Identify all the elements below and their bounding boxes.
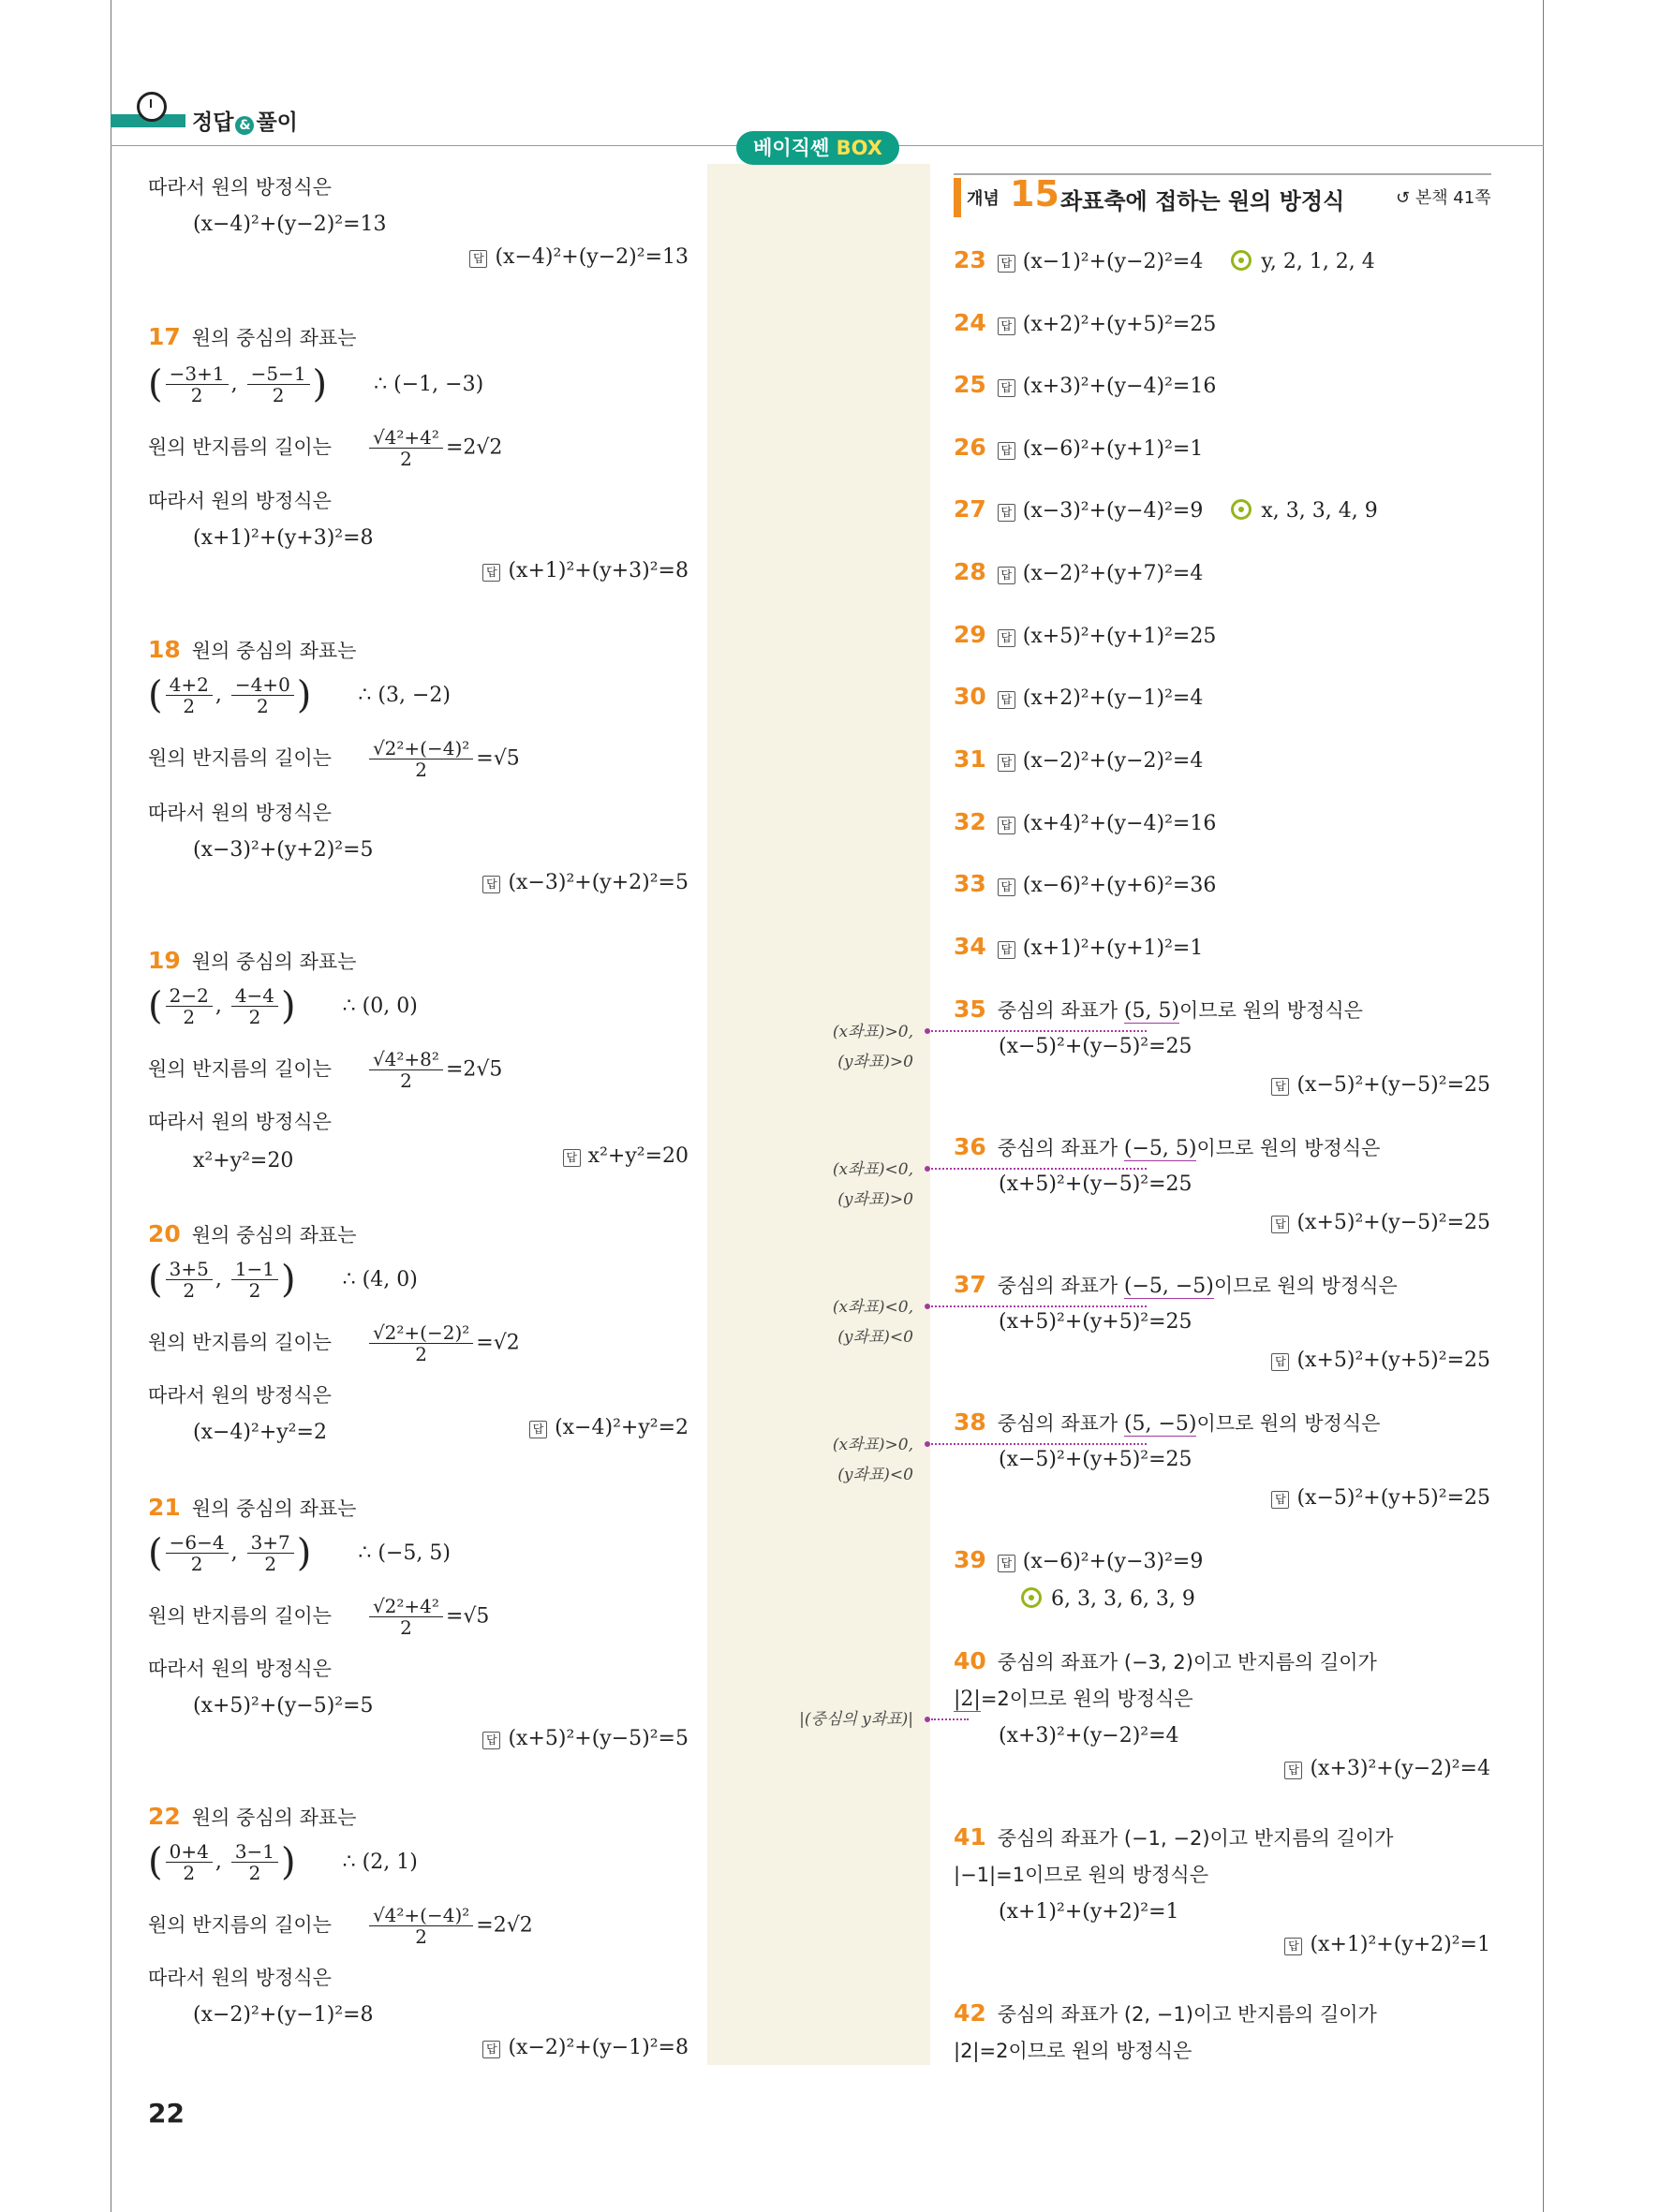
problem-number: 34 xyxy=(954,933,986,960)
frac-den: 2 xyxy=(248,1006,261,1028)
radius-value: =2√5 xyxy=(445,1057,503,1082)
problem-number: 27 xyxy=(954,495,986,523)
r31 xyxy=(954,741,1203,780)
blank-answers: 6, 3, 3, 6, 3, 9 xyxy=(1051,1587,1195,1611)
answer-text: (x−1)²+(y−2)²=4 xyxy=(1022,250,1204,273)
problem-number: 38 xyxy=(954,1408,986,1436)
answer-text: (x−2)²+(y−1)²=8 xyxy=(508,2036,689,2059)
section-title: 좌표축에 접하는 원의 방정식 xyxy=(1060,188,1345,214)
radius-label: 원의 반지름의 길이는 xyxy=(148,1057,332,1081)
section-ref-text: 본책 41쪽 xyxy=(1415,188,1491,208)
p19-eq: x²+y²=20 xyxy=(193,1149,294,1172)
answer-icon: 답 xyxy=(482,2041,500,2058)
p22-head xyxy=(148,1798,356,1837)
answer-text: (x−3)²+(y−4)²=9 xyxy=(1022,499,1204,523)
problem-number: 17 xyxy=(148,323,181,350)
section-accent xyxy=(954,178,961,217)
problem-text: 원의 중심의 좌표는 xyxy=(191,327,357,349)
frac-num: 1−1 xyxy=(231,1259,278,1280)
answer-text: (x−2)²+(y+7)²=4 xyxy=(1022,562,1204,585)
problem-text: 원의 중심의 좌표는 xyxy=(191,951,357,973)
p20-line4: 따라서 원의 방정식은 xyxy=(148,1384,332,1407)
problem-number: 32 xyxy=(954,808,986,835)
frac-num: 3+5 xyxy=(166,1259,213,1280)
answer-text: (x+3)²+(y−4)²=16 xyxy=(1022,375,1217,398)
problem-number: 21 xyxy=(148,1494,181,1521)
p18-answer xyxy=(482,871,689,894)
p20-eq: (x−4)²+y²=2 xyxy=(193,1421,327,1444)
problem-number: 40 xyxy=(954,1647,986,1674)
answer-icon: 답 xyxy=(998,379,1015,397)
problem-text: 원의 중심의 좌표는 xyxy=(191,1806,357,1829)
answer-icon: 답 xyxy=(998,504,1015,522)
problem-text: 중심의 좌표가 (−1, −2)이고 반지름의 길이가 xyxy=(997,1827,1394,1850)
answer-icon: 답 xyxy=(998,629,1015,647)
frac-den: 2 xyxy=(183,695,196,717)
answer-icon: 답 xyxy=(1271,1491,1289,1509)
note-line2: (y좌표)<0 xyxy=(837,1328,913,1347)
frac-den: 2 xyxy=(190,1553,203,1575)
answer-text: (x−2)²+(y−2)²=4 xyxy=(1022,749,1204,773)
section-number: 15 xyxy=(1010,173,1059,214)
problem-text: 중심의 좌표가 (−3, 2)이고 반지름의 길이가 xyxy=(997,1651,1377,1674)
r35-head xyxy=(954,991,1363,1030)
p18-line4: 따라서 원의 방정식은 xyxy=(148,802,332,824)
r38-eq: (x−5)²+(y+5)²=25 xyxy=(999,1448,1192,1471)
badge-text: 베이직쎈 xyxy=(753,137,830,159)
radius-label: 원의 반지름의 길이는 xyxy=(148,1331,332,1354)
r23 xyxy=(954,242,1375,281)
p17-center: ( $\frac{-3+1}{2}$ , $\frac{-5-1}{2}$ ) ∴ (−1, −3) xyxy=(148,362,484,406)
frac-num: √4²+4² xyxy=(369,427,443,449)
blank-answers: x, 3, 3, 4, 9 xyxy=(1261,499,1378,523)
frac-den: 2 xyxy=(248,1862,261,1884)
p19-radius xyxy=(148,1049,502,1091)
problem-number: 24 xyxy=(954,309,986,336)
r42-line2: |2|=2이므로 원의 방정식은 xyxy=(954,2040,1192,2062)
blank-answers: y, 2, 1, 2, 4 xyxy=(1261,250,1375,273)
answer-icon: 답 xyxy=(998,691,1015,709)
answer-text: (x+5)²+(y−5)²=25 xyxy=(1296,1211,1490,1234)
answer-icon: 답 xyxy=(1284,1938,1302,1955)
frac-den: 2 xyxy=(400,1616,412,1639)
radius-value: =√5 xyxy=(445,1604,490,1629)
conclusion: ∴ (−1, −3) xyxy=(374,372,484,396)
answer-text: (x+2)²+(y+5)²=25 xyxy=(1022,313,1217,336)
note-line1: (x좌표)>0, xyxy=(832,1436,913,1454)
problem-text: 중심의 좌표가 xyxy=(997,999,1124,1022)
note-line2: (y좌표)<0 xyxy=(837,1466,913,1484)
note-37-dot xyxy=(925,1304,930,1309)
r37-answer xyxy=(1271,1349,1490,1372)
p21-eq: (x+5)²+(y−5)²=5 xyxy=(193,1694,374,1718)
frac-den: 2 xyxy=(264,1553,277,1575)
note-38-dot xyxy=(925,1441,930,1447)
radius-value: =2√2 xyxy=(476,1913,533,1938)
center-point: (−5, −5) xyxy=(1123,1275,1214,1298)
radius-value: =2√2 xyxy=(445,435,503,460)
p19-center: ( $\frac{2-2}{2}$ , $\frac{4-4}{2}$ ) ∴ (0, 0) xyxy=(148,984,418,1028)
answer-text: (x+3)²+(y−2)²=4 xyxy=(1310,1757,1490,1780)
answer-icon: 답 xyxy=(998,754,1015,772)
problem-number: 23 xyxy=(954,246,986,273)
problem-text: 원의 중심의 좌표는 xyxy=(191,1224,357,1246)
p19-line4: 따라서 원의 방정식은 xyxy=(148,1111,332,1133)
problem-text-2: =2이므로 원의 방정식은 xyxy=(980,1688,1193,1710)
note-line2: (y좌표)>0 xyxy=(837,1190,913,1209)
p20-center: ( $\frac{3+5}{2}$ , $\frac{1-1}{2}$ ) ∴ (4, 0) xyxy=(148,1258,418,1302)
problem-text: 중심의 좌표가 xyxy=(997,1412,1124,1435)
frac-den: 2 xyxy=(183,1006,196,1028)
r32 xyxy=(954,804,1216,843)
answer-icon: 답 xyxy=(998,941,1015,959)
answer-icon: 답 xyxy=(563,1149,581,1167)
abs-value: |2| xyxy=(954,1688,981,1711)
section-label: 개념 xyxy=(967,189,1000,209)
p18-eq: (x−3)²+(y+2)²=5 xyxy=(193,838,374,862)
r35-answer xyxy=(1271,1073,1490,1097)
radius-label: 원의 반지름의 길이는 xyxy=(148,746,332,770)
frac-den: 2 xyxy=(415,1925,427,1948)
p21-center: ( $\frac{-6-4}{2}$ , $\frac{3+7}{2}$ ) ∴ (−5, 5) xyxy=(148,1531,451,1575)
r40-head xyxy=(954,1643,1377,1682)
problem-number: 30 xyxy=(954,683,986,710)
answer-icon: 답 xyxy=(482,1732,500,1749)
p20-head xyxy=(148,1216,356,1255)
r27 xyxy=(954,491,1378,530)
r36-head xyxy=(954,1128,1380,1168)
answer-icon: 답 xyxy=(998,317,1015,335)
target-icon xyxy=(1231,250,1252,271)
problem-text-2: 이므로 원의 방정식은 xyxy=(1196,1412,1381,1435)
answer-text: (x−6)²+(y−3)²=9 xyxy=(1022,1550,1204,1573)
note-line2: (y좌표)>0 xyxy=(837,1053,913,1071)
frac-den: 2 xyxy=(183,1862,196,1884)
r30 xyxy=(954,678,1203,717)
note-38-connector xyxy=(931,1443,1147,1445)
answer-icon: 답 xyxy=(1271,1078,1289,1096)
note-35-connector xyxy=(931,1030,1147,1032)
frac-num: √2²+(−4)² xyxy=(369,738,473,759)
r38-answer xyxy=(1271,1486,1490,1510)
r40-line2 xyxy=(954,1680,1193,1718)
p19-answer xyxy=(563,1144,689,1168)
header-amp: & xyxy=(235,116,254,135)
conclusion: ∴ (0, 0) xyxy=(342,994,418,1018)
problem-number: 18 xyxy=(148,636,181,663)
p17-radius xyxy=(148,427,502,469)
radius-label: 원의 반지름의 길이는 xyxy=(148,435,332,459)
note-36-dot xyxy=(925,1166,930,1172)
refresh-icon: ↺ xyxy=(1396,188,1415,208)
p19-head xyxy=(148,942,356,981)
answer-icon: 답 xyxy=(998,255,1015,273)
conclusion: ∴ (−5, 5) xyxy=(358,1541,451,1565)
p16-answer xyxy=(469,245,689,269)
answer-icon: 답 xyxy=(482,876,500,893)
answer-text: (x+4)²+(y−4)²=16 xyxy=(1022,812,1217,835)
note-36 xyxy=(698,1155,913,1215)
p17-line4: 따라서 원의 방정식은 xyxy=(148,490,332,512)
center-point: (−5, 5) xyxy=(1123,1137,1197,1160)
frac-den: 2 xyxy=(400,448,412,470)
r39-blanks xyxy=(993,1581,1195,1618)
answer-icon: 답 xyxy=(998,1555,1015,1572)
answer-text: x²+y²=20 xyxy=(587,1144,689,1168)
problem-number: 37 xyxy=(954,1271,986,1298)
answer-text: (x+5)²+(y+5)²=25 xyxy=(1296,1349,1490,1372)
p21-answer xyxy=(482,1727,689,1750)
answer-icon: 답 xyxy=(998,817,1015,834)
r41-head xyxy=(954,1819,1393,1858)
problem-text-2: 이므로 원의 방정식은 xyxy=(1196,1137,1381,1159)
r24 xyxy=(954,304,1216,344)
r41-eq: (x+1)²+(y+2)²=1 xyxy=(999,1900,1179,1924)
problem-text: 중심의 좌표가 (2, −1)이고 반지름의 길이가 xyxy=(997,2003,1377,2026)
note-35 xyxy=(698,1017,913,1077)
frac-num: 4−4 xyxy=(231,985,278,1007)
problem-number: 22 xyxy=(148,1803,181,1830)
answer-text: (x−3)²+(y+2)²=5 xyxy=(508,871,689,894)
problem-number: 19 xyxy=(148,947,181,974)
frac-num: √4²+8² xyxy=(369,1049,443,1070)
problem-number: 42 xyxy=(954,1999,986,2027)
p18-head xyxy=(148,631,356,671)
r36-eq: (x+5)²+(y−5)²=25 xyxy=(999,1172,1192,1196)
problem-number: 28 xyxy=(954,558,986,585)
p21-radius xyxy=(148,1596,489,1638)
answer-text: (x−4)²+(y−2)²=13 xyxy=(495,245,689,269)
answer-text: (x−6)²+(y+6)²=36 xyxy=(1022,874,1217,897)
radius-label: 원의 반지름의 길이는 xyxy=(148,1604,332,1628)
frac-den: 2 xyxy=(400,1069,412,1092)
frac-den: 2 xyxy=(415,1343,427,1365)
center-note-column xyxy=(707,164,930,2065)
r37-head xyxy=(954,1266,1398,1305)
clock-icon xyxy=(137,92,167,122)
section-ref xyxy=(1396,184,1491,209)
center-point: (5, 5) xyxy=(1123,999,1180,1023)
radius-label: 원의 반지름의 길이는 xyxy=(148,1913,332,1937)
frac-num: √2²+4² xyxy=(369,1596,443,1617)
p18-radius xyxy=(148,738,520,780)
frac-num: −3+1 xyxy=(166,363,229,385)
p17-eq: (x+1)²+(y+3)²=8 xyxy=(193,526,374,550)
r34 xyxy=(954,928,1203,967)
problem-number: 33 xyxy=(954,870,986,897)
p22-line4: 따라서 원의 방정식은 xyxy=(148,1967,332,1989)
frac-den: 2 xyxy=(256,695,269,717)
answer-text: (x−5)²+(y+5)²=25 xyxy=(1296,1486,1490,1510)
note-37 xyxy=(698,1292,913,1352)
p16-eq: (x−4)²+(y−2)²=13 xyxy=(193,213,387,236)
answer-text: (x+1)²+(y+3)²=8 xyxy=(508,559,689,582)
answer-icon: 답 xyxy=(1284,1762,1302,1779)
note-line1: (x좌표)<0, xyxy=(832,1298,913,1317)
r42-head xyxy=(954,1995,1377,2034)
answer-icon: 답 xyxy=(1271,1216,1289,1233)
r37-eq: (x+5)²+(y+5)²=25 xyxy=(999,1310,1192,1334)
r39 xyxy=(954,1541,1203,1581)
answer-text: (x−6)²+(y+1)²=1 xyxy=(1022,437,1204,461)
p17-answer xyxy=(482,559,689,582)
problem-number: 36 xyxy=(954,1133,986,1160)
p21-line4: 따라서 원의 방정식은 xyxy=(148,1658,332,1680)
note-40-dot xyxy=(925,1717,930,1722)
frac-den: 2 xyxy=(415,759,427,781)
answer-icon: 답 xyxy=(998,878,1015,896)
target-icon xyxy=(1231,499,1252,520)
frac-num: −4+0 xyxy=(231,674,294,696)
problem-number: 35 xyxy=(954,995,986,1023)
problem-number: 25 xyxy=(954,371,986,398)
r35-eq: (x−5)²+(y−5)²=25 xyxy=(999,1035,1192,1058)
answer-text: (x−4)²+y²=2 xyxy=(555,1416,689,1439)
answer-icon: 답 xyxy=(998,442,1015,460)
problem-text-2: 이므로 원의 방정식은 xyxy=(1179,999,1363,1022)
note-line1: (x좌표)<0, xyxy=(832,1160,913,1179)
note-36-connector xyxy=(931,1168,1147,1170)
p22-radius xyxy=(148,1905,533,1947)
page-number: 22 xyxy=(148,2098,185,2129)
r29 xyxy=(954,616,1216,656)
frac-num: √4²+(−4)² xyxy=(369,1905,473,1926)
r28 xyxy=(954,553,1203,593)
p16-line1: 따라서 원의 방정식은 xyxy=(148,176,332,199)
p20-radius xyxy=(148,1322,520,1364)
answer-icon: 답 xyxy=(1271,1353,1289,1371)
radius-value: =√5 xyxy=(476,746,520,771)
problem-number: 31 xyxy=(954,745,986,773)
r36-answer xyxy=(1271,1211,1490,1234)
conclusion: ∴ (4, 0) xyxy=(342,1267,418,1291)
answer-text: (x+5)²+(y+1)²=25 xyxy=(1022,625,1217,648)
frac-num: −6−4 xyxy=(166,1532,229,1554)
r41-line2: |−1|=1이므로 원의 방정식은 xyxy=(954,1864,1208,1886)
problem-text: 중심의 좌표가 xyxy=(997,1137,1124,1159)
answer-text: (x+1)²+(y+1)²=1 xyxy=(1022,936,1204,960)
problem-number: 20 xyxy=(148,1220,181,1247)
note-37-connector xyxy=(931,1305,1147,1307)
answer-icon: 답 xyxy=(482,564,500,582)
problem-text: 중심의 좌표가 xyxy=(997,1275,1124,1297)
r38-head xyxy=(954,1404,1380,1443)
problem-text: 원의 중심의 좌표는 xyxy=(191,1497,357,1520)
box-badge xyxy=(736,131,899,165)
page-header xyxy=(192,105,298,136)
problem-text: 원의 중심의 좌표는 xyxy=(191,640,357,662)
problem-number: 39 xyxy=(954,1546,986,1573)
answer-icon: 답 xyxy=(529,1421,547,1438)
p18-center: ( $\frac{4+2}{2}$ , $\frac{-4+0}{2}$ ) ∴ (3, −2) xyxy=(148,673,451,717)
r33 xyxy=(954,865,1216,905)
note-40 xyxy=(698,1704,913,1734)
frac-num: 0+4 xyxy=(166,1841,213,1863)
problem-number: 26 xyxy=(954,434,986,461)
note-line1: |(중심의 y좌표)| xyxy=(799,1710,913,1729)
problem-text-2: 이므로 원의 방정식은 xyxy=(1213,1275,1398,1297)
header-title-b: 풀이 xyxy=(256,111,298,135)
frac-den: 2 xyxy=(272,384,285,406)
r40-answer xyxy=(1284,1757,1490,1780)
frac-den: 2 xyxy=(248,1279,261,1302)
problem-number: 29 xyxy=(954,621,986,648)
frac-num: 3−1 xyxy=(231,1841,278,1863)
p22-eq: (x−2)²+(y−1)²=8 xyxy=(193,2003,374,2027)
r26 xyxy=(954,429,1203,468)
badge-box: BOX xyxy=(836,137,882,159)
answer-text: (x−5)²+(y−5)²=25 xyxy=(1296,1073,1490,1097)
conclusion: ∴ (3, −2) xyxy=(358,683,451,707)
p20-answer xyxy=(529,1416,689,1439)
header-title-a: 정답 xyxy=(192,111,234,135)
conclusion: ∴ (2, 1) xyxy=(342,1850,418,1874)
note-line1: (x좌표)>0, xyxy=(832,1023,913,1041)
radius-value: =√2 xyxy=(476,1331,520,1355)
frac-num: 2−2 xyxy=(166,985,213,1007)
note-38 xyxy=(698,1430,913,1490)
note-35-dot xyxy=(925,1028,930,1034)
frac-num: √2²+(−2)² xyxy=(369,1322,473,1344)
frac-den: 2 xyxy=(190,384,203,406)
r25 xyxy=(954,366,1216,406)
p21-head xyxy=(148,1489,356,1528)
p17-head xyxy=(148,318,356,358)
r40-eq: (x+3)²+(y−2)²=4 xyxy=(999,1724,1179,1747)
answer-text: (x+5)²+(y−5)²=5 xyxy=(508,1727,689,1750)
frac-num: 3+7 xyxy=(247,1532,294,1554)
center-point: (5, −5) xyxy=(1123,1412,1197,1436)
r41-answer xyxy=(1284,1933,1490,1956)
frac-num: −5−1 xyxy=(247,363,310,385)
answer-text: (x+1)²+(y+2)²=1 xyxy=(1310,1933,1490,1956)
p22-center: ( $\frac{0+4}{2}$ , $\frac{3-1}{2}$ ) ∴ (2, 1) xyxy=(148,1840,418,1884)
answer-icon: 답 xyxy=(998,567,1015,584)
answer-icon: 답 xyxy=(469,250,487,268)
frac-den: 2 xyxy=(183,1279,196,1302)
answer-text: (x+2)²+(y−1)²=4 xyxy=(1022,686,1204,710)
target-icon xyxy=(1021,1587,1042,1608)
p22-answer xyxy=(482,2036,689,2059)
note-40-connector xyxy=(931,1718,969,1720)
problem-number: 41 xyxy=(954,1823,986,1851)
frac-num: 4+2 xyxy=(166,674,213,696)
